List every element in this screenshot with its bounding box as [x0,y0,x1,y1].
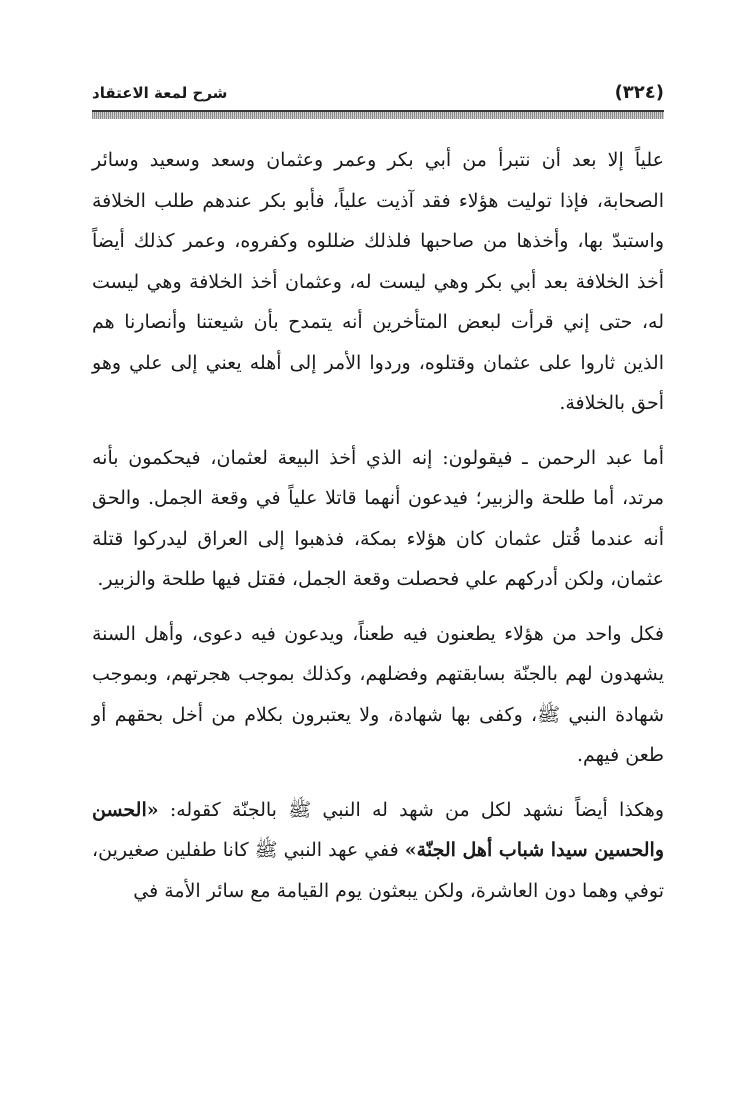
page-header [92,82,664,108]
paragraph-4-continuation: ففي عهد النبي ﷺ كانا طفلين صغيرين، توفي وهما دون العاشرة، ولكن يبعثون يوم القيامة مع سائر الأمة في [92,839,664,902]
page-number: (٣٢٤) [614,82,664,103]
paragraph-1: علياً إلا بعد أن نتبرأ من أبي بكر وعمر وعثمان وسعد وسعيد وسائر الصحابة، فإذا توليت هؤلاء فقد آذيت علياً، فأبو بكر عندهم طلب الخلافة واستبدّ بها، وأخذها من صاحبها فلذلك ضللوه وكفروه، وعمر كذلك أيضاً أخذ الخلافة بعد أبي بكر وهي ليست له، وعثمان أخذ الخلافة وهي ليست له، حتى إني قرأت لبعض المتأخرين أنه يتمدح بأن شيعتنا وأنصارنا هم الذين ثاروا على عثمان وقتلوه، وردوا الأمر إلى أهله يعني إلى علي وهو أحق بالخلافة. [92,149,664,414]
paragraph-3: فكل واحد من هؤلاء يطعنون فيه طعناً، ويدعون فيه دعوى، وأهل السنة يشهدون لهم بالجنّة بسابقتهم وفضلهم، وكذلك بموجب هجرتهم، وبموجب شهادة النبي ﷺ، وكفى بها شهادة، ولا يعتبرون بكلام من أخل بحقهم أو طعن فيهم. [92,622,664,766]
paragraph-4 [92,790,664,912]
paragraph-2: أما عبد الرحمن ـ فيقولون: إنه الذي أخذ البيعة لعثمان، فيحكمون بأنه مرتد، أما طلحة والزبير؛ فيدعون أنهما قاتلا علياً في وقعة الجمل. والحق أنه عندما قُتل عثمان كان هؤلاء بمكة، فذهبوا إلى العراق ليدركوا قتلة عثمان، ولكن أدركهم علي فحصلت وقعة الجمل، فقتل فيها طلحة والزبير. [92,446,664,590]
header-divider [92,110,664,119]
paragraph-4-intro: وهكذا أيضاً نشهد لكل من شهد له النبي ﷺ بالجنّة كقوله: [158,798,664,821]
book-title: شرح لمعة الاعتقاد [92,84,228,102]
page-body [92,140,664,925]
hadith-quote: «الحسن والحسين سيدا شباب أهل الجنّة» [92,798,664,861]
